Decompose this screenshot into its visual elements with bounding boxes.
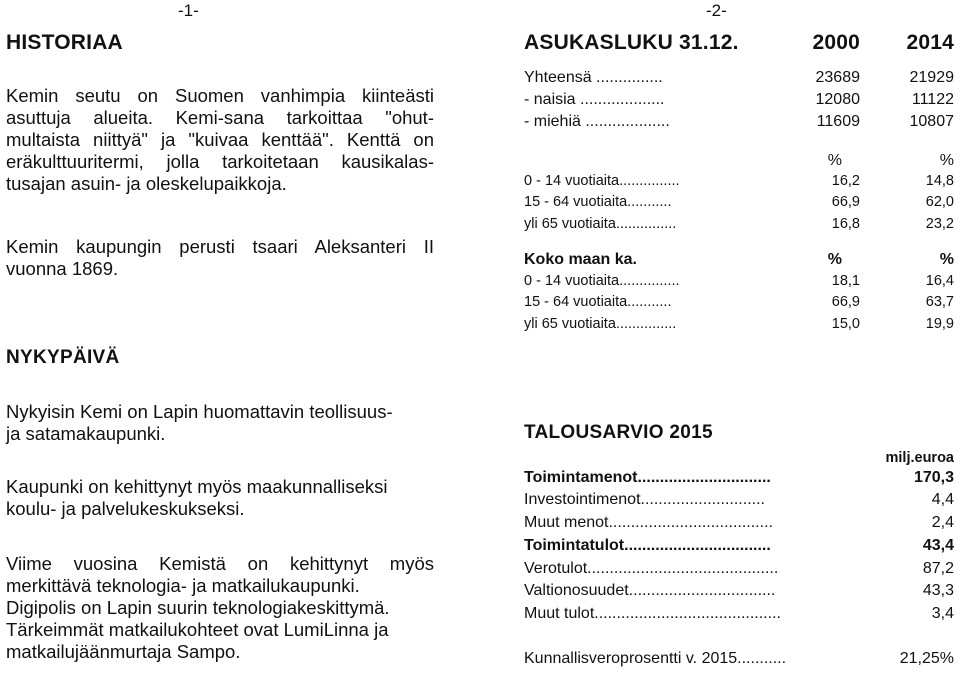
budget-header-row bbox=[524, 422, 956, 446]
row-value: 87,2 bbox=[922, 560, 954, 577]
row-label: Muut menot..................................... bbox=[524, 514, 773, 531]
tax-rate-label: Kunnallisveroprosentti v. 2015........... bbox=[524, 650, 787, 667]
table-row bbox=[524, 113, 956, 135]
row-label: Toimintamenot.............................. bbox=[524, 469, 771, 486]
value-2014: 19,9 bbox=[925, 316, 954, 332]
text-line: Viime vuosina Kemistä on kehittynyt myös bbox=[6, 553, 434, 574]
tax-rate-row bbox=[524, 650, 956, 672]
budget-heading: TALOUSARVIO 2015 bbox=[524, 422, 713, 443]
national-heading: Koko maan ka. bbox=[524, 251, 637, 268]
table-row bbox=[524, 69, 956, 91]
population-heading: ASUKASLUKU 31.12. bbox=[524, 31, 739, 54]
value-2000: 12080 bbox=[815, 91, 860, 108]
table-row bbox=[524, 216, 956, 238]
value-2000: 66,9 bbox=[831, 194, 860, 210]
row-label: Yhteensä ............... bbox=[524, 69, 663, 86]
row-value: 3,4 bbox=[931, 605, 954, 622]
text-line: Digipolis on Lapin suurin teknologiakeskittymä. bbox=[6, 597, 390, 618]
row-label: - naisia ................... bbox=[524, 91, 665, 108]
value-2000: 66,9 bbox=[831, 294, 860, 310]
value-2014: 11122 bbox=[911, 91, 954, 108]
row-label: Muut tulot.......................................... bbox=[524, 605, 781, 622]
text-line: multaista niittyä" ja "kuivaa kenttää". Kenttä on bbox=[6, 129, 434, 150]
row-value: 170,3 bbox=[913, 469, 954, 486]
row-label: 0 - 14 vuotiaita............... bbox=[524, 273, 680, 289]
row-label: Investointimenot............................ bbox=[524, 491, 765, 508]
population-header-row bbox=[524, 31, 956, 57]
today-heading: NYKYPÄIVÄ bbox=[6, 347, 120, 368]
table-row bbox=[524, 173, 956, 195]
text-line: tusajan asuin- ja oleskelupaikkoja. bbox=[6, 173, 287, 194]
today-paragraph-3 bbox=[6, 553, 434, 663]
page-number-right: -2- bbox=[706, 1, 727, 20]
value-2000: 23689 bbox=[815, 69, 860, 86]
value-2000: 15,0 bbox=[831, 316, 860, 332]
today-paragraph-1 bbox=[6, 401, 434, 445]
percent-header: % bbox=[827, 251, 842, 268]
table-row bbox=[524, 514, 956, 536]
budget-table bbox=[524, 422, 956, 672]
percent-header-row bbox=[524, 152, 956, 174]
row-label: 15 - 64 vuotiaita........... bbox=[524, 294, 672, 310]
table-row bbox=[524, 294, 956, 316]
value-2014: 23,2 bbox=[925, 216, 954, 232]
value-2014: 10807 bbox=[909, 113, 954, 130]
table-row bbox=[524, 316, 956, 338]
column-header-2000: 2000 bbox=[812, 31, 860, 54]
text-line: Nykyisin Kemi on Lapin huomattavin teollisuus- bbox=[6, 401, 393, 422]
text-line: eräkulttuuritermi, jolla tarkoitetaan kausikalas- bbox=[6, 151, 434, 172]
row-value: 4,4 bbox=[931, 491, 954, 508]
text-line: merkittävä teknologia- ja matkailukaupunki. bbox=[6, 575, 360, 596]
text-line: ja satamakaupunki. bbox=[6, 423, 166, 444]
text-line: koulu- ja palvelukeskukseksi. bbox=[6, 498, 245, 519]
row-label: yli 65 vuotiaita............... bbox=[524, 216, 677, 232]
table-row bbox=[524, 537, 956, 559]
history-heading: HISTORIAA bbox=[6, 31, 123, 54]
text-line: Kemin kaupungin perusti tsaari Aleksanteri II bbox=[6, 236, 434, 257]
page-number-left: -1- bbox=[178, 1, 199, 20]
table-row bbox=[524, 469, 956, 491]
national-header-row bbox=[524, 251, 956, 273]
value-2000: 18,1 bbox=[831, 273, 860, 289]
text-line: matkailujäänmurtaja Sampo. bbox=[6, 641, 241, 662]
percent-header: % bbox=[827, 152, 842, 169]
value-2000: 16,2 bbox=[831, 173, 860, 189]
table-row bbox=[524, 194, 956, 216]
tax-rate-value: 21,25% bbox=[899, 650, 954, 667]
table-row bbox=[524, 582, 956, 604]
table-row bbox=[524, 91, 956, 113]
value-2014: 21929 bbox=[909, 69, 954, 86]
table-row bbox=[524, 491, 956, 513]
row-value: 43,4 bbox=[922, 537, 954, 554]
text-line: asuttuja alueita. Kemi-sana tarkoittaa "ohut- bbox=[6, 107, 434, 128]
percent-header: % bbox=[939, 251, 954, 268]
unit-label: milj.euroa bbox=[885, 450, 954, 466]
row-label: 15 - 64 vuotiaita........... bbox=[524, 194, 672, 210]
population-table bbox=[524, 31, 956, 361]
today-paragraph-2 bbox=[6, 476, 434, 520]
row-label: Verotulot........................................... bbox=[524, 560, 779, 577]
column-header-2014: 2014 bbox=[906, 31, 954, 54]
table-row bbox=[524, 560, 956, 582]
history-paragraph-1 bbox=[6, 85, 434, 195]
value-2014: 63,7 bbox=[925, 294, 954, 310]
row-label: Valtionosuudet................................. bbox=[524, 582, 776, 599]
value-2014: 14,8 bbox=[925, 173, 954, 189]
text-line: Kaupunki on kehittynyt myös maakunnalliseksi bbox=[6, 476, 388, 497]
table-row bbox=[524, 605, 956, 627]
row-label: Toimintatulot................................. bbox=[524, 537, 771, 554]
row-value: 43,3 bbox=[922, 582, 954, 599]
value-2014: 16,4 bbox=[925, 273, 954, 289]
row-label: 0 - 14 vuotiaita............... bbox=[524, 173, 680, 189]
row-value: 2,4 bbox=[931, 514, 954, 531]
value-2000: 11609 bbox=[816, 113, 860, 130]
value-2014: 62,0 bbox=[925, 194, 954, 210]
value-2000: 16,8 bbox=[831, 216, 860, 232]
row-label: yli 65 vuotiaita............... bbox=[524, 316, 677, 332]
table-row bbox=[524, 273, 956, 295]
text-line: vuonna 1869. bbox=[6, 258, 119, 279]
row-label: - miehiä ................... bbox=[524, 113, 670, 130]
percent-header: % bbox=[939, 152, 954, 169]
history-paragraph-2 bbox=[6, 236, 434, 280]
text-line: Tärkeimmät matkailukohteet ovat LumiLinna ja bbox=[6, 619, 389, 640]
text-line: Kemin seutu on Suomen vanhimpia kiinteästi bbox=[6, 85, 434, 106]
